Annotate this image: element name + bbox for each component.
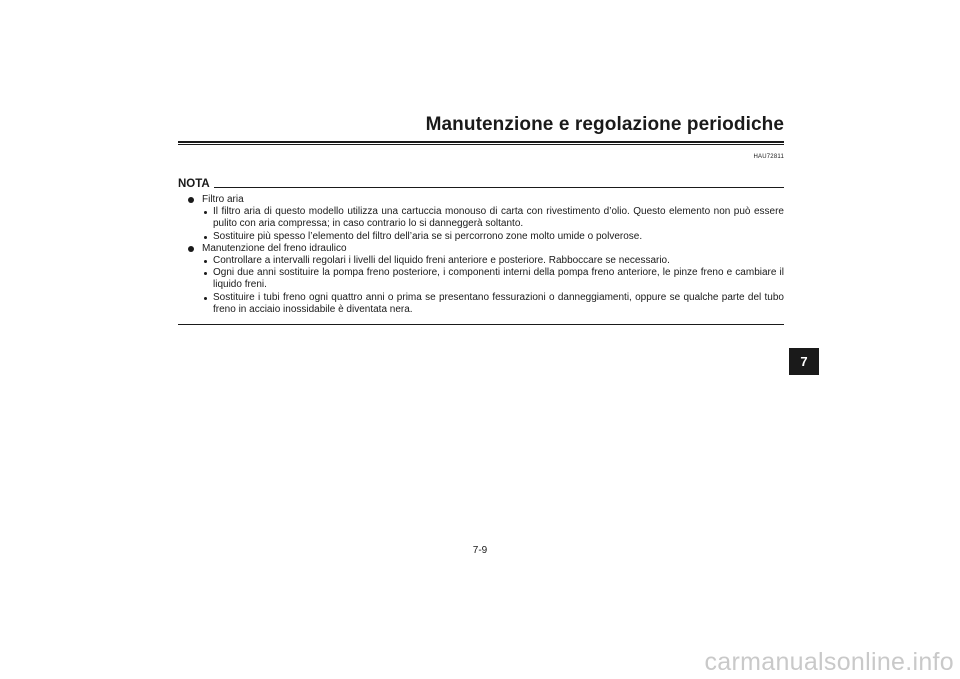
bullet-icon xyxy=(188,246,194,252)
dot-icon xyxy=(204,297,207,300)
watermark: carmanualsonline.info xyxy=(704,648,954,676)
nota-content xyxy=(186,194,784,316)
sub-item-text: Ogni due anni sostituire la pompa freno posteriore, i componenti interni della pompa freno anteriore, le pinze freno e cambiare il liquido freni. xyxy=(213,267,784,291)
dot-icon xyxy=(204,236,207,239)
dot-icon xyxy=(204,272,207,275)
sub-item-text: Controllare a intervalli regolari i livelli del liquido freni anteriore e posteriore. Rabboccare se necessario. xyxy=(213,255,670,267)
sub-item-text: Sostituire i tubi freno ogni quattro anni o prima se presentano fessurazioni o danneggiamenti, oppure se qualche parte del tubo freno in acciaio inossidabile è diventata nera. xyxy=(213,291,784,315)
item-title: Filtro aria xyxy=(202,194,244,205)
page-number: 7-9 xyxy=(472,545,488,556)
dot-icon xyxy=(204,211,207,214)
page-title: Manutenzione e regolazione periodiche xyxy=(425,114,784,135)
header-rule xyxy=(178,141,784,143)
nota-end-rule xyxy=(178,324,784,325)
chapter-tab: 7 xyxy=(789,348,819,375)
header-rule-thin xyxy=(178,144,784,145)
list-item xyxy=(186,194,784,243)
sub-item xyxy=(202,231,784,243)
sub-item xyxy=(202,255,784,267)
nota-rule xyxy=(214,187,784,188)
list-item xyxy=(186,243,784,316)
sub-item-text: Il filtro aria di questo modello utilizza una cartuccia monouso di carta con rivestimento d’olio. Questo elemento non può essere pulito con aria compressa; in caso contrario lo si danneggerà soltanto. xyxy=(213,206,784,230)
sub-item-text: Sostituire più spesso l’elemento del filtro dell’aria se si percorrono zone molto umide o polverose. xyxy=(213,230,643,242)
nota-heading xyxy=(178,178,784,192)
dot-icon xyxy=(204,260,207,263)
sub-item xyxy=(202,267,784,291)
sub-item xyxy=(202,292,784,316)
bullet-icon xyxy=(188,197,194,203)
document-code: HAU72811 xyxy=(753,154,784,160)
sub-item xyxy=(202,206,784,230)
nota-label: NOTA xyxy=(178,178,210,190)
item-title: Manutenzione del freno idraulico xyxy=(202,242,347,254)
